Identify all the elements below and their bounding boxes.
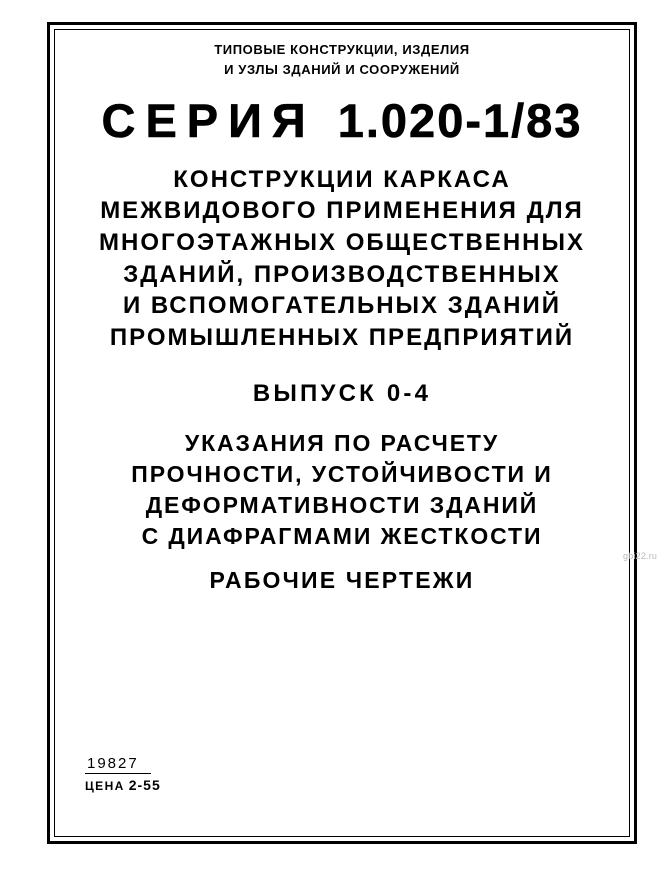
catalog-code-block bbox=[85, 755, 161, 793]
subtitle bbox=[60, 428, 624, 553]
watermark: gbi22.ru bbox=[623, 551, 658, 561]
series-number: 1.020-1/83 bbox=[337, 94, 583, 148]
subtitle-line-1: УКАЗАНИЯ ПО РАСЧЕТУ bbox=[184, 429, 500, 456]
main-title bbox=[60, 164, 624, 354]
series-line bbox=[60, 94, 624, 148]
price-row bbox=[85, 777, 161, 793]
catalog-number: 19827 bbox=[85, 755, 151, 774]
issue-line: ВЫПУСК 0-4 bbox=[252, 379, 432, 407]
cover-content bbox=[60, 30, 624, 594]
main-title-line-5: И ВСПОМОГАТЕЛЬНЫХ ЗДАНИЙ bbox=[122, 292, 562, 320]
main-title-line-1: КОНСТРУКЦИИ КАРКАСА bbox=[173, 165, 511, 193]
top-heading bbox=[60, 40, 624, 80]
top-heading-line-1: ТИПОВЫЕ КОНСТРУКЦИИ, ИЗДЕЛИЯ bbox=[214, 42, 470, 57]
main-title-line-4: ЗДАНИЙ, ПРОИЗВОДСТВЕННЫХ bbox=[123, 260, 561, 288]
drawings-line: РАБОЧИЕ ЧЕРТЕЖИ bbox=[209, 566, 475, 593]
subtitle-line-2: ПРОЧНОСТИ, УСТОЙЧИВОСТИ И bbox=[131, 460, 553, 487]
price-label: ЦЕНА bbox=[85, 779, 125, 793]
top-heading-line-2: И УЗЛЫ ЗДАНИЙ И СООРУЖЕНИЙ bbox=[224, 62, 460, 78]
main-title-line-3: МНОГОЭТАЖНЫХ ОБЩЕСТВЕННЫХ bbox=[99, 228, 585, 256]
main-title-line-6: ПРОМЫШЛЕННЫХ ПРЕДПРИЯТИЙ bbox=[109, 323, 575, 351]
subtitle-line-3: ДЕФОРМАТИВНОСТИ ЗДАНИЙ bbox=[145, 492, 539, 519]
main-title-line-2: МЕЖВИДОВОГО ПРИМЕНЕНИЯ ДЛЯ bbox=[100, 197, 584, 225]
series-word: СЕРИЯ bbox=[101, 94, 316, 148]
price-value: 2-55 bbox=[128, 777, 161, 793]
subtitle-line-4: С ДИАФРАГМАМИ ЖЕСТКОСТИ bbox=[141, 523, 543, 550]
